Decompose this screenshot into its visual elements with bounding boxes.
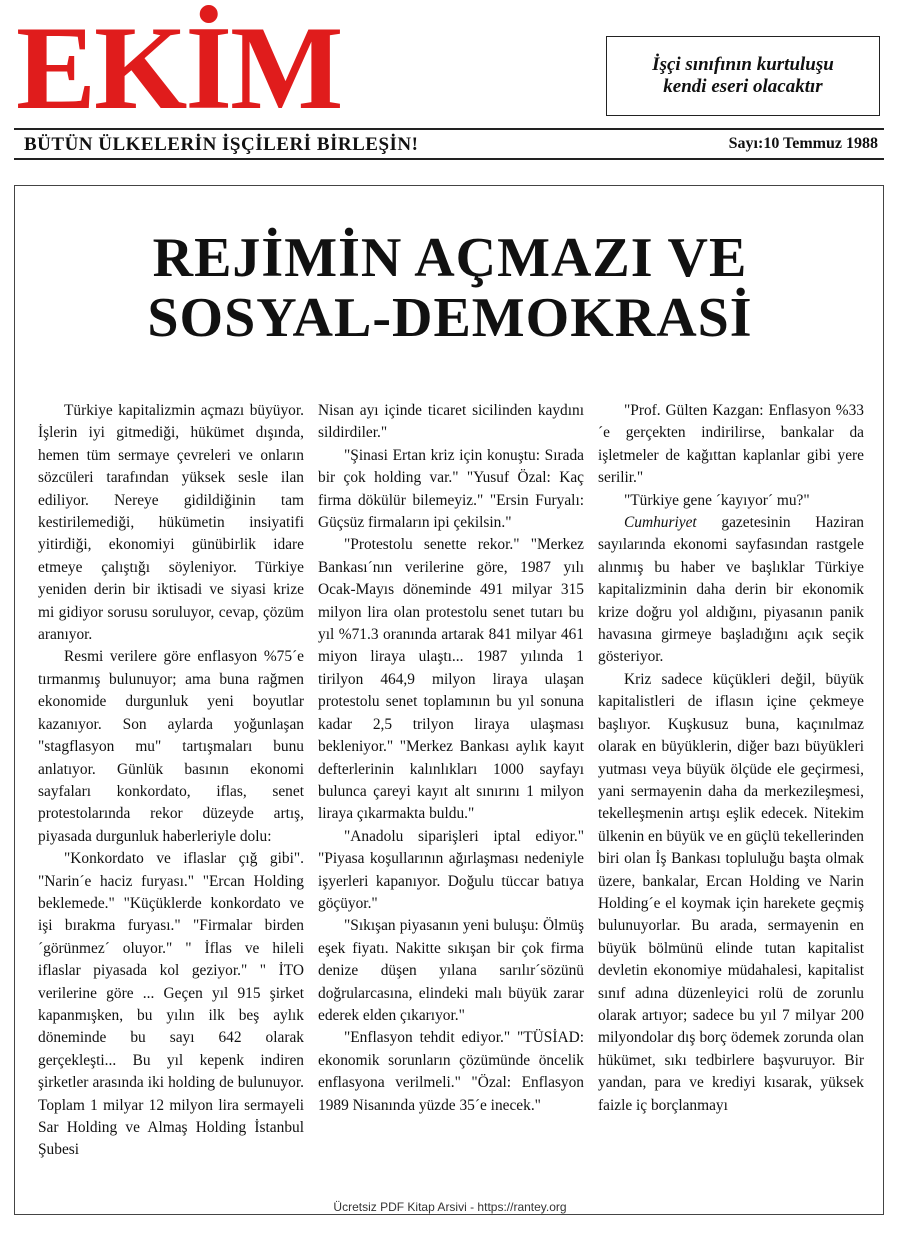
paragraph: "Konkordato ve iflaslar çığ gibi". "Narin´e haciz furyası." "Ercan Holding beklemede." "Küçüklerde konkordato ve işi bırakma furyası." "Firmalar birden ´görünmez´ oluyor." " İflas ve hileli iflaslar piyasada kol geziyor." " İTO verilerine göre ... Geçen yıl 915 şirket kapanmışken, bu yılın ilk beş aylık döneminde bu sayı 642 olarak gerçekleşti... Bu yıl kepenk indiren şirketler arasında iki holding de bulunuyor. Toplam 1 milyar 12 milyon lira sermayeli Sar Holding ve Almaş Holding İstanbul Şubesi	[38, 850, 304, 1159]
footer-credit: Ücretsiz PDF Kitap Arsivi - https://rantey.org	[333, 1200, 567, 1214]
motto-line-2: kendi eseri olacaktır	[663, 76, 823, 97]
paragraph: "Anadolu siparişleri iptal ediyor." "Piyasa koşullarının ağırlaşması nedeniyle işyerleri kapanıyor. Doğulu tüccar batıya göçüyor."	[318, 827, 584, 912]
masthead	[0, 0, 900, 170]
paragraph: "Protestolu senette rekor." "Merkez Bankası´nın verilerine göre, 1987 yılı Ocak-Mayıs döneminde 491 milyar 315 milyon lira olan protestolu senet tutarı bu yıl %71.3 oranında artarak 841 milyar 461 miyon liraya ulaştı... 1987 yılında 1 tirilyon 464,9 milyon liraya ulaşan protestolu senet toplamının bu yıl sonuna kadar 2,5 trilyon liraya ulaşması bekleniyor." "Merkez Bankası aylık kayıt defterlerinin kalınlıkları 1000 sayfayı bulunca çareyi kayıt alt sınırını 1 milyon liraya çıkarmakta buldu."	[318, 536, 584, 823]
slogan: BÜTÜN ÜLKELERİN İŞÇİLERİ BİRLEŞİN!	[24, 134, 419, 155]
newspaper-logo: EKİM	[16, 1, 342, 134]
paragraph: Türkiye kapitalizmin açmazı büyüyor. İşlerin iyi gitmediği, hükümet dışında, hemen tüm sermaye çevreleri ve onların sözcüleri tarafından yüksek sesle ilan ediliyor. Nereye gidildiğinin tam kestirilemediği, hükümetin insiyatifi yitirdiği, ekonomiyi günübirlik idare etmeye çalıştığı söyleniyor. Türkiye yeniden derin bir iktisadi ve siyasi krize mi gidiyor sorusu soruluyor, cevap, çözüm aranıyor.	[38, 402, 304, 644]
column-2	[318, 400, 584, 1208]
motto-line-1: İşçi sınıfının kurtuluşu	[652, 54, 834, 75]
article-body	[38, 400, 880, 1208]
paragraph: "Türkiye gene ´kayıyor´ mu?"	[624, 491, 810, 509]
paragraph: Resmi verilere göre enflasyon %75´e tırmanmış bulunuyor; ama buna rağmen ekonomide durgunluk yeni boyutlar kazanıyor. Son aylarda yoğunlaşan "stagflasyon mu" tartışmaları bunu anlatıyor. Günlük basının ekonomi sayfaları konkordato, iflas, senet protestolarında rekor düzeyde artış, piyasada durgunluk haberleriyle dolu:	[38, 648, 304, 845]
paragraph	[598, 512, 864, 669]
paragraph: "Şinasi Ertan kriz için konuştu: Sırada bir çok holding var." "Yusuf Özal: Kaç firma dökülür bilemeyiz." "Ersin Furyalı: Güçsüz firmaların ipi çekilsin."	[318, 446, 584, 532]
paragraph-text: gazetesinin Haziran sayılarında ekonomi sayfasından rastgele alınmış bu haber ve başlıklar Türkiye kapitalizminin daha derin bir ekonomik krize doğru yol aldığını, piyasanın panik havasına girmeye başladığını açık seçik gösteriyor.	[598, 514, 864, 666]
column-3	[598, 400, 864, 1208]
paragraph: "Enflasyon tehdit ediyor." "TÜSİAD: ekonomik sorunların çözümünde öncelik enflasyona verilmeli." "Özal: Enflasyon 1989 Nisanında yüzde 35´e inecek."	[318, 1029, 584, 1114]
paragraph: Nisan ayı içinde ticaret sicilinden kaydını sildirdiler."	[318, 402, 584, 442]
paragraph: "Prof. Gülten Kazgan: Enflasyon %33´e gerçekten indirilirse, bankalar da işletmeler de kağıttan kaplanlar gibi yere serilir."	[598, 402, 864, 487]
headline-line-1: REJİMİN AÇMAZI VE	[152, 227, 748, 289]
motto-box	[606, 36, 880, 116]
newspaper-name: Cumhuriyet	[624, 514, 697, 532]
article-headline	[0, 228, 900, 348]
paragraph: "Sıkışan piyasanın yeni buluşu: Ölmüş eşek fiyatı. Nakitte sıkışan bir çok firma denize düşen yılana sarılır´sözünü doğrularcasına, elindeki malı büyük zarar ederek elden çıkarıyor."	[318, 917, 584, 1024]
headline-line-2: SOSYAL-DEMOKRASİ	[147, 287, 753, 349]
issue-info: Sayı:10 Temmuz 1988	[728, 135, 878, 152]
column-1	[38, 400, 304, 1208]
slogan-bar	[14, 128, 884, 160]
paragraph: Kriz sadece küçükleri değil, büyük kapitalistleri de iflasın içine çekmeye başlıyor. Kuşkusuz buna, kaçınılmaz olarak en büyüklerin, diğer bazı büyükleri yutması veya büyük ölçüde ele geçirmesi, yani sermayenin daha da merkezileşmesi, tekelleşmenin artışı eşlik edecek. Nitekim ülkenin en büyük ve en güçlü tekellerinden biri olan İş Bankası topluluğu başta olmak üzere, bankalar, Ercan Holding ve Narin Holding´e el koymak için harekete geçmiş bulunuyorlar. Bu arada, sermayenin en büyük bölmünü elinde tutan kapitalist devletin ekonomiye müdahalesi, kapitalist sınıf adına düzenleyici rolü de zorunlu olarak artıyor; sadece bu yıl 7 milyar 200 milyondolar dış borç ödemek zorunda olan hükümet, sıkı tedbirlere başvuruyor. Bir yandan, para ve krediyi kısarak, yüksek faizle iç borçlanmayı	[598, 670, 864, 1114]
